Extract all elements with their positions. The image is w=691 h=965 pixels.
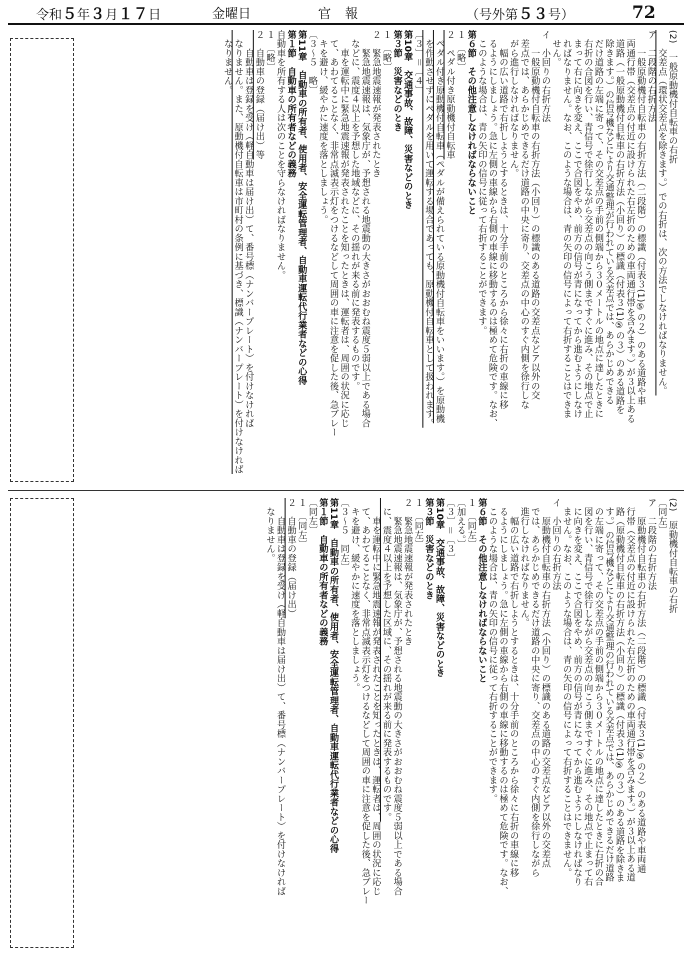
top-line: 自動車は登録を受け（軽自動車は届け出）て、番号標（ナンバープレート）を付けなければ <box>243 30 254 428</box>
bottom-amendment-box <box>10 498 74 948</box>
top-line: まって右に向きを変え、ここで合図をやめ、前方の信号が青になってから進むようにしなけ <box>571 30 582 419</box>
top-line: ２ 緊急地震速報が発表されたとき <box>370 30 381 178</box>
bottom-line: 〔３～５ 同左〕 <box>338 498 349 572</box>
top-line: て、あわてることなく、非常点滅表示灯をつけるなどして周囲の車に注意を促した後、急ブレー <box>328 30 338 437</box>
bottom-line: ２ 緊急地震速報が発表されたとき <box>402 498 413 646</box>
bottom-line: 第10章 交通事故、故障、災害などのとき <box>433 498 444 678</box>
bottom-line: 緊急地震速報は、気象庁が、予想される地震動の大きさがおおむね震度５弱以上である場合 <box>391 498 402 896</box>
bottom-line: に向きを変え、ここで合図をやめ、前方の信号が青になってから進むようにしなければなり <box>571 498 582 887</box>
bottom-line: ア 二段階の右折方法 <box>645 498 656 591</box>
top-line: ２ 自動車の登録（届け出）等 <box>253 30 264 160</box>
gazette-title: 官報 <box>318 7 373 22</box>
bottom-line: 第11章 自動車の所有者、使用者、安全運転管理者、自動車運転代行業者などの心得 <box>328 498 338 854</box>
bottom-section-text <box>12 498 677 956</box>
top-line: 一般原動機付自転車の右折方法（小回り）の標識のある道路の交差点などア以外の交 <box>529 30 540 400</box>
issue-weekday: 金曜日 <box>212 7 252 22</box>
bottom-line: 原動機付自転車の右折方法（小回り）の標識のある道路の交差点などア以外の交差点 <box>539 498 550 868</box>
top-line: １ 〔略〕 <box>455 30 466 72</box>
top-line: 交差点（環状交差点を除きます。）での右折は、次の方法でしなければなりません。 <box>656 30 667 396</box>
top-line: るようにしましょう。急に左側の車線から右側の車線に移動するのは極めて危険です。なお、 <box>486 30 497 428</box>
bottom-line: 第６節 その他注意しなければならないこと <box>476 498 487 683</box>
bottom-line: て、あわてることなく、非常点滅表示灯をつけるなどして周囲の車に注意を促した後、急ブレー <box>359 498 370 905</box>
top-line: 一般原動機付自転車の右折方法（二段階）の標識（付表３(1)⑤の２）のある道路や車 <box>635 30 646 406</box>
top-line: がら進行しなければなりません。 <box>508 30 519 178</box>
top-line: 緊急地震速報は、気象庁が、予想される地震動の大きさがおおむね震度５弱以上である場合 <box>359 30 370 428</box>
bottom-line: 図を行い、青信号で徐行しながら交差点の向こう側まですぐに進み、その地点で止まって右 <box>582 498 593 887</box>
top-line: せん。 <box>550 30 561 67</box>
bottom-line: イ 小回りの右折方法 <box>550 498 561 591</box>
bottom-line: なりません。 <box>264 498 275 563</box>
top-line: 幅の広い道路で右折しようとするときは、十分手前のところから徐々に右折の車線に移 <box>497 30 508 410</box>
bottom-line: 第３節 災害などのとき <box>423 498 434 600</box>
issue-number: （号外第５３号） <box>466 5 575 23</box>
top-line: (2) 一般原動機付自転車の右折 <box>667 30 677 164</box>
bottom-line: 原動機付自転車の右折方法（二段階）の標識（付表３(1)⑤の２）のある道路や車両通 <box>635 498 646 874</box>
top-line: なりません。 <box>222 30 233 95</box>
bottom-line: 路（原動機付自転車の右折方法（小回り）の標識（付表３(1)⑤の３）のある道路を除きま <box>614 498 625 883</box>
top-line: ペダル付き原動機付自転車（ペダルが備えられている原動機付自転車をいいます。）を原動機 <box>433 30 444 424</box>
top-line: キを避け、緩やかに速度を落としましょう。 <box>317 30 328 225</box>
top-section-text <box>12 30 677 482</box>
top-line: なりません。また、原動機付自転車は市町村の条例に基づき、標識（ナンバープレート）を付けなければ <box>232 30 243 474</box>
issue-date: 令和５年３月１７日 <box>36 5 162 23</box>
bottom-line: 〔３〕＝〔３〕 <box>444 498 455 563</box>
bottom-line: ２ 自動車の登録（届け出） <box>285 498 296 619</box>
bottom-line: 第１節 自動車の所有者などの義務 <box>317 498 328 646</box>
bottom-line: このような場合は、青の矢印の信号に従って右折することができます。 <box>486 498 497 804</box>
top-line: このような場合は、青の矢印の信号に従って右折することができます。 <box>476 30 487 336</box>
top-line: 差点では、あらかじめできるだけ道路の中央に寄り、交差点の中心のすぐ内側を徐行しな <box>518 30 529 410</box>
bottom-line: １ 〔同左〕 <box>412 498 423 549</box>
section-divider <box>8 490 684 491</box>
top-line: ２ ペダル付き原動機付自転車 <box>444 30 455 160</box>
header-rule <box>8 23 684 25</box>
bottom-line: に、震度４以上を予想した区域に、その揺れが来る前に発表するものです。 <box>380 498 391 822</box>
top-line: イ 小回りの右折方法 <box>539 30 550 123</box>
top-line: １ 〔略〕 <box>380 30 391 72</box>
bottom-line: １ 〔同左〕 <box>465 498 476 549</box>
bottom-line: す。）の信号機などにより交通整理の行われている交差点では、あらかじめできるだけ道路 <box>603 498 614 882</box>
bottom-line: １ 〔同左〕 <box>296 498 307 549</box>
bottom-line: (2) 原動機付自転車の右折 <box>667 498 677 614</box>
top-line: 両通行帯（交差点の付近に設けられた右左折のための車両通行帯を含みます。）が３以上ある <box>624 30 635 424</box>
page-number: 72 <box>632 3 656 23</box>
top-line: １ 〔略〕 <box>264 30 275 72</box>
bottom-line: 自動車は登録を受け（軽自動車は届け出）て、番号標（ナンバープレート）を付けなければ <box>275 498 286 896</box>
top-line: を作動させずにペダルを用いて運転する場合であっても、原動機付自転車として扱われます。 <box>423 30 434 428</box>
top-line: 第11章 自動車の所有者、使用者、安全運転管理者、自動車運転代行業者などの心得 <box>296 30 307 386</box>
bottom-line: 〔加える。〕 <box>455 498 466 549</box>
bottom-line: 車を運転中に緊急地震速報が発表されたことを知ったときは、運転者は、周囲の状況に応じ <box>370 498 381 896</box>
bottom-line: 幅の広い道路で右折しようとするときは、十分手前のところから徐々に右折の車線に移 <box>508 498 519 878</box>
top-line: ア 二段階の右折方法 <box>645 30 656 123</box>
top-line: 〔３〕＝〔４〕 <box>412 30 423 95</box>
top-line: 第10章 交通事故、故障、災害などのとき <box>402 30 413 210</box>
top-amendment-box <box>10 38 74 482</box>
bottom-line: 〔同左〕 <box>656 498 667 535</box>
bottom-line: では、あらかじめできるだけ道路の中央に寄り、交差点の中心のすぐ内側を徐行しながら <box>529 498 540 878</box>
top-line: だけ道路の左端に寄って、その交差点の手前の側端から３０メートルの地点に達したときに <box>592 30 603 419</box>
top-line: 右折の合図を行い、青信号で徐行しながら交差点の向こう側まですぐに進み、その地点で止 <box>582 30 593 419</box>
bottom-line: 進行しなければなりません。 <box>518 498 529 628</box>
top-line: 第１節 自動車の所有者などの義務 <box>285 30 296 178</box>
top-line: 自動車を所有する人は次のことを守らなければなりません。 <box>275 30 286 280</box>
top-line: 道路（一般原動機付自転車の右折方法（小回り）の標識（付表３(1)⑤の３）のある道路を <box>614 30 625 415</box>
top-line: 第６節 その他注意しなければならないこと <box>465 30 476 215</box>
bottom-line: キを避け、緩やかに速度を落としましょう。 <box>349 498 360 693</box>
top-line: などに、震度４以上を予想した地域などに、その揺れが来る前に発表するものです。 <box>349 30 360 391</box>
top-line: 〔３～５ 略〕 <box>306 30 317 95</box>
bottom-line: 行帯（交差点の付近に設けられた右左折のための車両通行帯を含みます。）が３以上ある道 <box>624 498 635 882</box>
bottom-line: 〔同左〕 <box>306 498 317 535</box>
top-line: 車を運転中に緊急地震速報が発表されたことを知ったときは、運転者は、周囲の状況に応じ <box>338 30 349 428</box>
bottom-line: るようにしましょう。急に左側の車線から右側の車線に移動するのは極めて危険です。なお、 <box>497 498 508 896</box>
top-line: ればなりません。なお、このような場合は、青の矢印の信号によって右折することはできま <box>561 30 572 419</box>
top-line: 第３節 災害などのとき <box>391 30 402 132</box>
top-line: 除きます。）の信号機などにより交通整理が行われている交差点では、あらかじめできる <box>603 30 614 405</box>
bottom-line: ません。なお、このような場合は、青の矢印の信号によって右折することはできません。 <box>561 498 572 878</box>
page-header <box>0 0 691 24</box>
bottom-line: の左端に寄って、その交差点の手前の側端から３０メートルの地点に達したときに右折の合 <box>592 498 603 887</box>
